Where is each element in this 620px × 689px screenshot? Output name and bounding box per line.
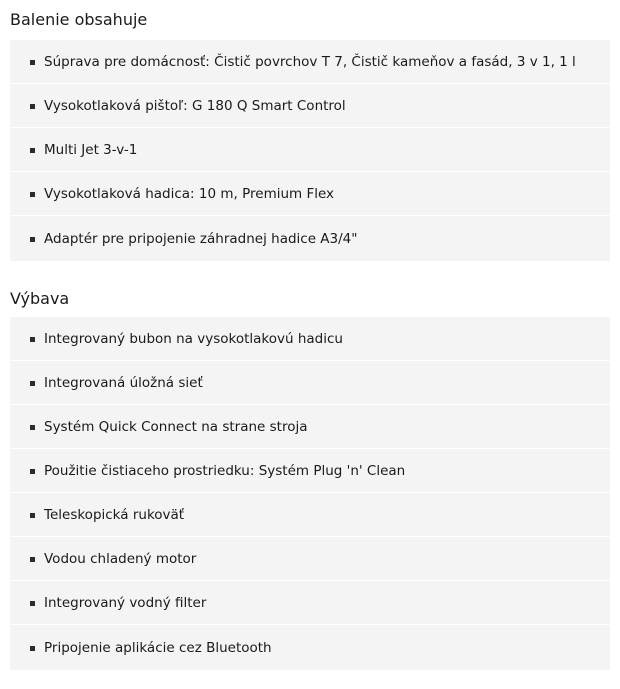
list-item	[10, 84, 610, 128]
list-item-text: Multi Jet 3-v-1	[44, 141, 138, 158]
square-bullet-icon	[30, 192, 35, 197]
square-bullet-icon	[30, 425, 35, 430]
package-contents-section	[10, 0, 610, 261]
list-item-text: Teleskopická rukoväť	[44, 506, 185, 523]
list-item	[10, 537, 610, 581]
list-item-text: Systém Quick Connect na strane stroja	[44, 418, 308, 435]
square-bullet-icon	[30, 237, 35, 242]
square-bullet-icon	[30, 60, 35, 65]
list-item-text: Vodou chladený motor	[44, 550, 197, 567]
package-contents-title: Balenie obsahuje	[10, 10, 148, 29]
square-bullet-icon	[30, 601, 35, 606]
list-item	[10, 405, 610, 449]
list-item-text: Súprava pre domácnosť: Čistič povrchov T 7, Čistič kameňov a fasád, 3 v 1, 1 l	[44, 53, 576, 70]
list-item-text: Integrovaný vodný filter	[44, 594, 207, 611]
list-item	[10, 581, 610, 625]
square-bullet-icon	[30, 337, 35, 342]
list-item	[10, 40, 610, 84]
list-item-text: Integrovaná úložná sieť	[44, 374, 203, 391]
square-bullet-icon	[30, 381, 35, 386]
list-item	[10, 128, 610, 172]
square-bullet-icon	[30, 104, 35, 109]
equipment-section	[10, 261, 610, 670]
square-bullet-icon	[30, 557, 35, 562]
equipment-list	[10, 317, 610, 670]
equipment-title: Výbava	[10, 289, 70, 308]
list-item	[10, 449, 610, 493]
list-item	[10, 216, 610, 261]
list-item-text: Pripojenie aplikácie cez Bluetooth	[44, 639, 272, 656]
list-item	[10, 361, 610, 405]
list-item-text: Integrovaný bubon na vysokotlakovú hadicu	[44, 330, 343, 347]
list-item-text: Adaptér pre pripojenie záhradnej hadice A3/4"	[44, 230, 358, 247]
list-item	[10, 172, 610, 216]
package-contents-list	[10, 40, 610, 261]
square-bullet-icon	[30, 513, 35, 518]
square-bullet-icon	[30, 148, 35, 153]
list-item-text: Vysokotlaková pištoľ: G 180 Q Smart Control	[44, 97, 346, 114]
list-item	[10, 625, 610, 670]
list-item	[10, 317, 610, 361]
list-item	[10, 493, 610, 537]
list-item-text: Vysokotlaková hadica: 10 m, Premium Flex	[44, 185, 335, 202]
square-bullet-icon	[30, 646, 35, 651]
list-item-text: Použitie čistiaceho prostriedku: Systém Plug 'n' Clean	[44, 462, 406, 479]
square-bullet-icon	[30, 469, 35, 474]
